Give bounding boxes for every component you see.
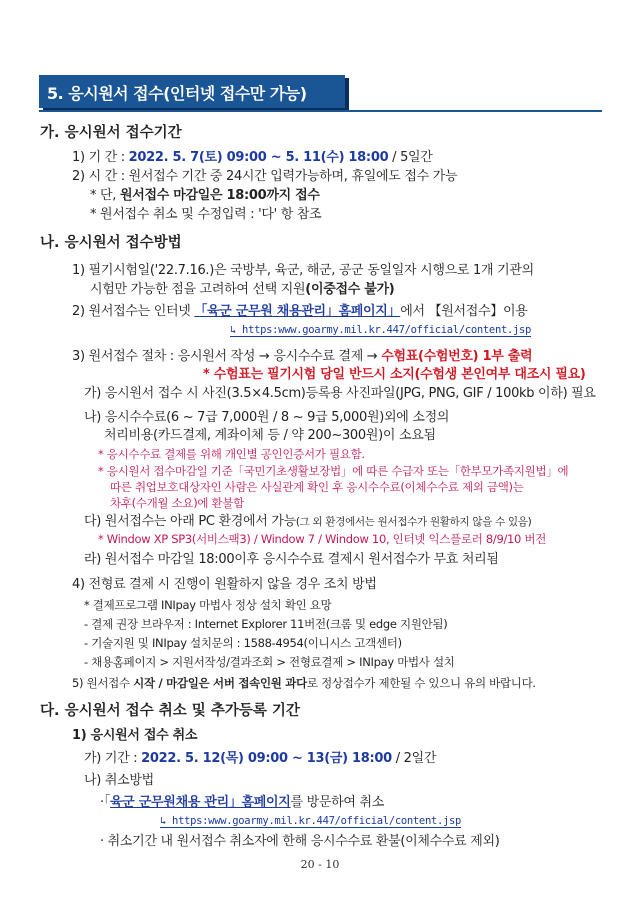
na-ra: 라) 원서접수 마감일 18:00이후 응시수수료 결제시 원서접수가 무효 처리됨 [84, 552, 499, 567]
da-sub1: 1) 응시원서 접수 취소 [72, 728, 198, 743]
heading-ga: 가. 응시원서 접수기간 [40, 125, 182, 141]
na-na-f: 차후(수개월 소요)에 환불함 [110, 496, 244, 510]
na-da-b: * Window XP SP3(서비스팩3) / Window 7 / Window 10, 인터넷 익스플로러 8/9/10 버전 [98, 532, 547, 546]
heading-na: 나. 응시원서 접수방법 [40, 235, 182, 251]
section-banner [39, 75, 345, 108]
da-bullet-1: ·「육군 군무원채용 관리」홈페이지를 방문하여 취소 [100, 795, 385, 810]
na-na-e: 따른 취업보호대상자인 사람은 사실관계 확인 후 응시수수료(이체수수료 제외 금액)는 [110, 480, 524, 494]
ga-period-date: 2022. 5. 7(토) 09:00 ~ 5. 11(수) 18:00 [128, 150, 389, 165]
na-da: 다) 원서접수는 아래 PC 환경에서 가능(그 외 환경에서는 원서접수가 원활하지 않을 수 있음) [84, 514, 532, 529]
url-link-1[interactable]: ↳ https:www.goarmy.mil.kr.447/official/content.jsp [230, 324, 532, 336]
url-link-2[interactable]: ↳ https:www.goarmy.mil.kr.447/official/content.jsp [160, 815, 462, 827]
section-divider [39, 110, 602, 112]
da-bullet-2: · 취소기간 내 원서접수 취소자에 한해 응시수수료 환불(이체수수료 제외) [100, 834, 500, 849]
section-title: 5. 응시원서 접수(인터넷 접수만 가능) [47, 84, 307, 103]
da-method: 나) 취소방법 [84, 773, 154, 788]
da-period-date: 2022. 5. 12(목) 09:00 ~ 13(금) 18:00 [141, 751, 392, 766]
ga-period: 1) 기 간 : 2022. 5. 7(토) 09:00 ~ 5. 11(수) 18:00 / 5일간 [72, 150, 433, 165]
ga-time: 2) 시 간 : 원서접수 기간 중 24시간 입력가능하며, 휴일에도 접수 가능 [72, 169, 458, 184]
na-1a: 1) 필기시험일('22.7.16.)은 국방부, 육군, 해군, 공군 동일일자 시행으로 1개 기관의 [72, 263, 534, 278]
na-3: 3) 원서접수 절차 : 응시원서 작성 → 응시수수료 결제 → 수험표(수험번호) 1부 출력 [72, 349, 533, 364]
na-na-b: 처리비용(카드결제, 계좌이체 등 / 약 200~300원)이 소요됨 [104, 428, 436, 443]
na-na-c: * 응시수수료 결제를 위해 개인별 공인인증서가 필요함. [98, 447, 365, 461]
na-4c: - 기술지원 및 INIpay 설치문의 : 1588-4954(이니시스 고객센터) [84, 636, 402, 650]
na-5: 5) 원서접수 시작 / 마감일은 서버 접속인원 과다로 정상접수가 제한될 수 있으니 유의 바랍니다. [72, 676, 536, 690]
ga-note-cancel: * 원서접수 취소 및 수정입력 : '다' 항 참조 [90, 207, 322, 222]
heading-da: 다. 응시원서 접수 취소 및 추가등록 기간 [40, 703, 300, 719]
na-2: 2) 원서접수는 인터넷 「육군 군무원 채용관리」홈페이지」에서 【원서접수】이용 [72, 304, 528, 319]
na-4d: - 채용홈페이지 > 지원서작성/결과조회 > 전형료결제 > INIpay 마법사 설치 [84, 655, 455, 669]
na-na-a: 나) 응시수수료(6 ~ 7급 7,000원 / 8 ~ 9급 5,000원)외에 소정의 [84, 410, 450, 425]
ga-note-deadline: * 단, 원서접수 마감일은 18:00까지 접수 [90, 188, 320, 203]
na-1b: 시험만 가능한 점을 고려하여 선택 지원(이중접수 불가) [90, 282, 395, 297]
goarmy-homepage-link[interactable]: 「육군 군무원 채용관리」홈페이지」 [194, 304, 401, 319]
page-number: 20 - 10 [300, 858, 340, 871]
na-ga: 가) 응시원서 접수 시 사진(3.5×4.5cm)등록용 사진파일(JPG, PNG, GIF / 100kb 이하) 필요 [84, 386, 596, 401]
na-4: 4) 전형료 결제 시 진행이 원활하지 않을 경우 조치 방법 [72, 577, 377, 592]
na-4a: * 결제프로그램 INIpay 마법사 정상 설치 확인 요망 [84, 598, 332, 612]
na-na-d: * 응시원서 접수마감일 기준「국민기초생활보장법」에 따른 수급자 또는「한부모가족지원법」에 [98, 464, 569, 478]
na-4b: - 결제 권장 브라우저 : Internet Explorer 11버전(크롬 및 edge 지원안됨) [84, 617, 448, 631]
na-3-note: * 수험표는 필기시험 당일 반드시 소지(수험생 본인여부 대조시 필요) [203, 367, 586, 382]
goarmy-homepage-link-2[interactable]: 육군 군무원채용 관리」홈페이지 [110, 795, 291, 810]
da-period: 가) 기간 : 2022. 5. 12(목) 09:00 ~ 13(금) 18:00 / 2일간 [84, 751, 437, 766]
